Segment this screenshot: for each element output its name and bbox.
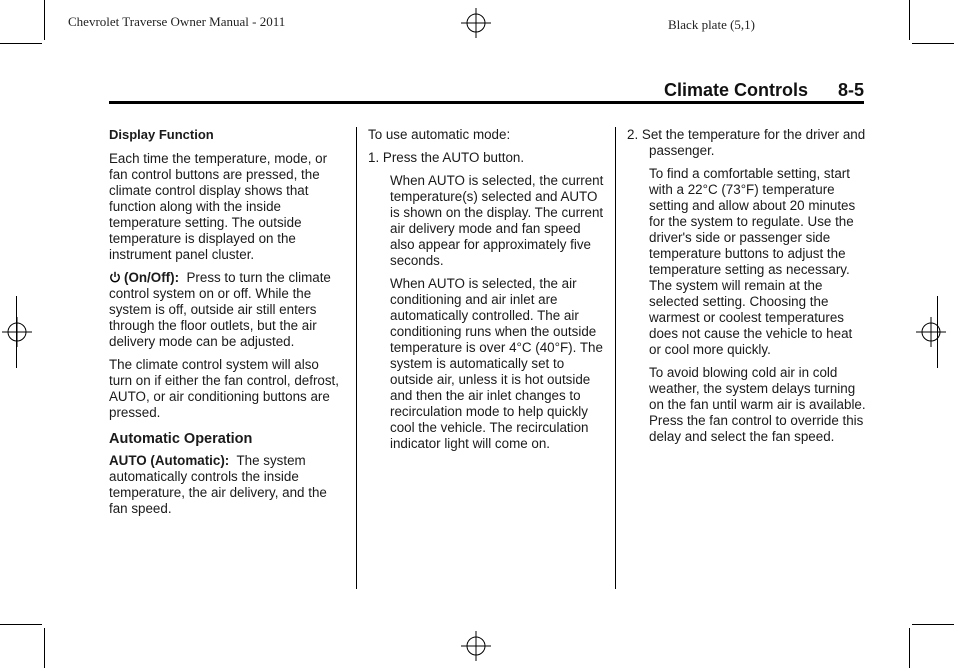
plate-label: Black plate (5,1) xyxy=(668,17,755,32)
auto-mode-intro: To use automatic mode: xyxy=(368,127,511,142)
power-icon xyxy=(109,271,121,283)
registration-mark-icon xyxy=(2,317,32,347)
auto-selected-paragraph: When AUTO is selected, the current temperature(s) selected and AUTO is shown on the display. The current air delivery mode and fan speed also appear for approximately five seconds. xyxy=(390,173,604,268)
page-number: 8-5 xyxy=(837,80,864,100)
column-2 xyxy=(368,127,604,459)
display-function-heading: Display Function xyxy=(109,127,214,142)
step-1: 1. Press the AUTO button. xyxy=(368,150,525,165)
crop-mark xyxy=(912,624,954,625)
cold-weather-paragraph: To avoid blowing cold air in cold weather, the system delays turning on the fan until warm air is available. Press the fan control to override this delay and select the fan speed. xyxy=(649,365,866,444)
header-rule xyxy=(109,101,864,104)
crop-mark xyxy=(909,628,910,668)
section-title: Climate Controls xyxy=(663,80,808,100)
onoff-paragraph xyxy=(109,270,345,350)
onoff-label: (On/Off): xyxy=(124,270,180,285)
system-on-paragraph: The climate control system will also turn on if either the fan control, defrost, AUTO, or air conditioning buttons are pressed. xyxy=(109,357,340,420)
onoff-text: Press to turn the climate control system on or off. While the system is off, outside air still enters through the floor outlets, but the air delivery mode can be adjusted. xyxy=(109,270,331,349)
auto-text: The system automatically controls the inside temperature, the air delivery, and the fan speed. xyxy=(109,453,327,516)
auto-paragraph xyxy=(109,453,345,517)
display-function-paragraph: Each time the temperature, mode, or fan control buttons are pressed, the climate control display shows that function along with the inside temperature setting. The outside temperature is displayed on the instrument panel cluster. xyxy=(109,151,328,262)
step-2: 2. Set the temperature for the driver and passenger. xyxy=(627,127,866,158)
column-divider xyxy=(615,127,616,589)
column-1 xyxy=(109,127,345,524)
registration-mark-icon xyxy=(461,631,491,661)
comfortable-setting-paragraph: To find a comfortable setting, start with a 22°C (73°F) temperature setting and allow about 20 minutes for the system to regulate. Use the driver's side or passenger side temperature buttons to adjust the temperature setting as necessary. The system will remain at the selected setting. Choosing the warmest or coolest temperatures does not cause the vehicle to heat or cool more quickly. xyxy=(649,166,856,357)
crop-mark xyxy=(0,43,42,44)
section-header xyxy=(664,80,864,101)
crop-mark xyxy=(912,43,954,44)
crop-mark xyxy=(44,628,45,668)
column-divider xyxy=(356,127,357,589)
automatic-operation-heading: Automatic Operation xyxy=(109,431,253,447)
crop-mark xyxy=(0,624,42,625)
auto-air-conditioning-paragraph: When AUTO is selected, the air conditioning and air inlet are automatically controlled. The air conditioning runs when the outside temperature is over 4°C (40°F). The system is automatically set to outside air, unless it is hot outside and then the air inlet changes to recirculation mode to help quickly cool the vehicle. The recirculation indicator light will come on. xyxy=(390,276,603,451)
registration-mark-icon xyxy=(461,8,491,38)
column-3 xyxy=(627,127,867,452)
registration-mark-icon xyxy=(916,317,946,347)
crop-mark xyxy=(909,0,910,40)
manual-title: Chevrolet Traverse Owner Manual - 2011 xyxy=(68,14,286,29)
crop-mark xyxy=(44,0,45,40)
auto-label: AUTO (Automatic): xyxy=(109,453,230,468)
